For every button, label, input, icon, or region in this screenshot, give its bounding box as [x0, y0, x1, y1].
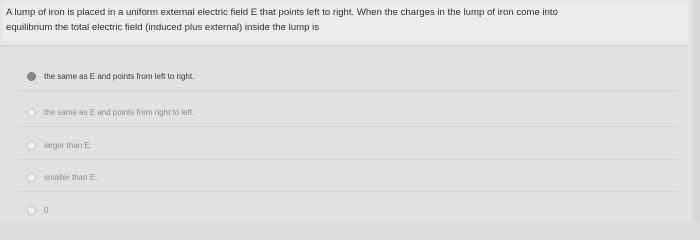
divider [18, 126, 678, 127]
option-label: larger than E. [44, 140, 93, 150]
divider [18, 159, 678, 160]
page-edge [688, 0, 700, 222]
answer-options [0, 46, 700, 222]
option-label: the same as E and points from left to right. [44, 71, 195, 81]
question-line-1: A lump of iron is placed in a uniform external electric field E that points left to right. When the charges in the lump of iron come into [6, 7, 558, 18]
option-2[interactable] [18, 98, 678, 126]
radio-icon[interactable] [27, 206, 36, 215]
option-1[interactable] [18, 62, 678, 90]
question-text [6, 5, 656, 35]
option-3[interactable] [18, 131, 678, 159]
radio-icon[interactable] [27, 108, 36, 117]
radio-icon[interactable] [27, 173, 36, 182]
option-5[interactable] [18, 196, 678, 224]
radio-icon[interactable] [27, 141, 36, 150]
radio-selected-icon[interactable] [27, 72, 36, 81]
divider [18, 90, 678, 91]
option-label: 0 [44, 205, 49, 215]
option-label: the same as E and points from right to left. [44, 107, 195, 117]
divider [18, 191, 678, 192]
question-area [3, 3, 693, 41]
question-line-2: equilibrium the total electric field (induced plus external) inside the lump is [6, 22, 320, 33]
option-label: smaller than E. [44, 172, 98, 182]
option-4[interactable] [18, 163, 678, 191]
